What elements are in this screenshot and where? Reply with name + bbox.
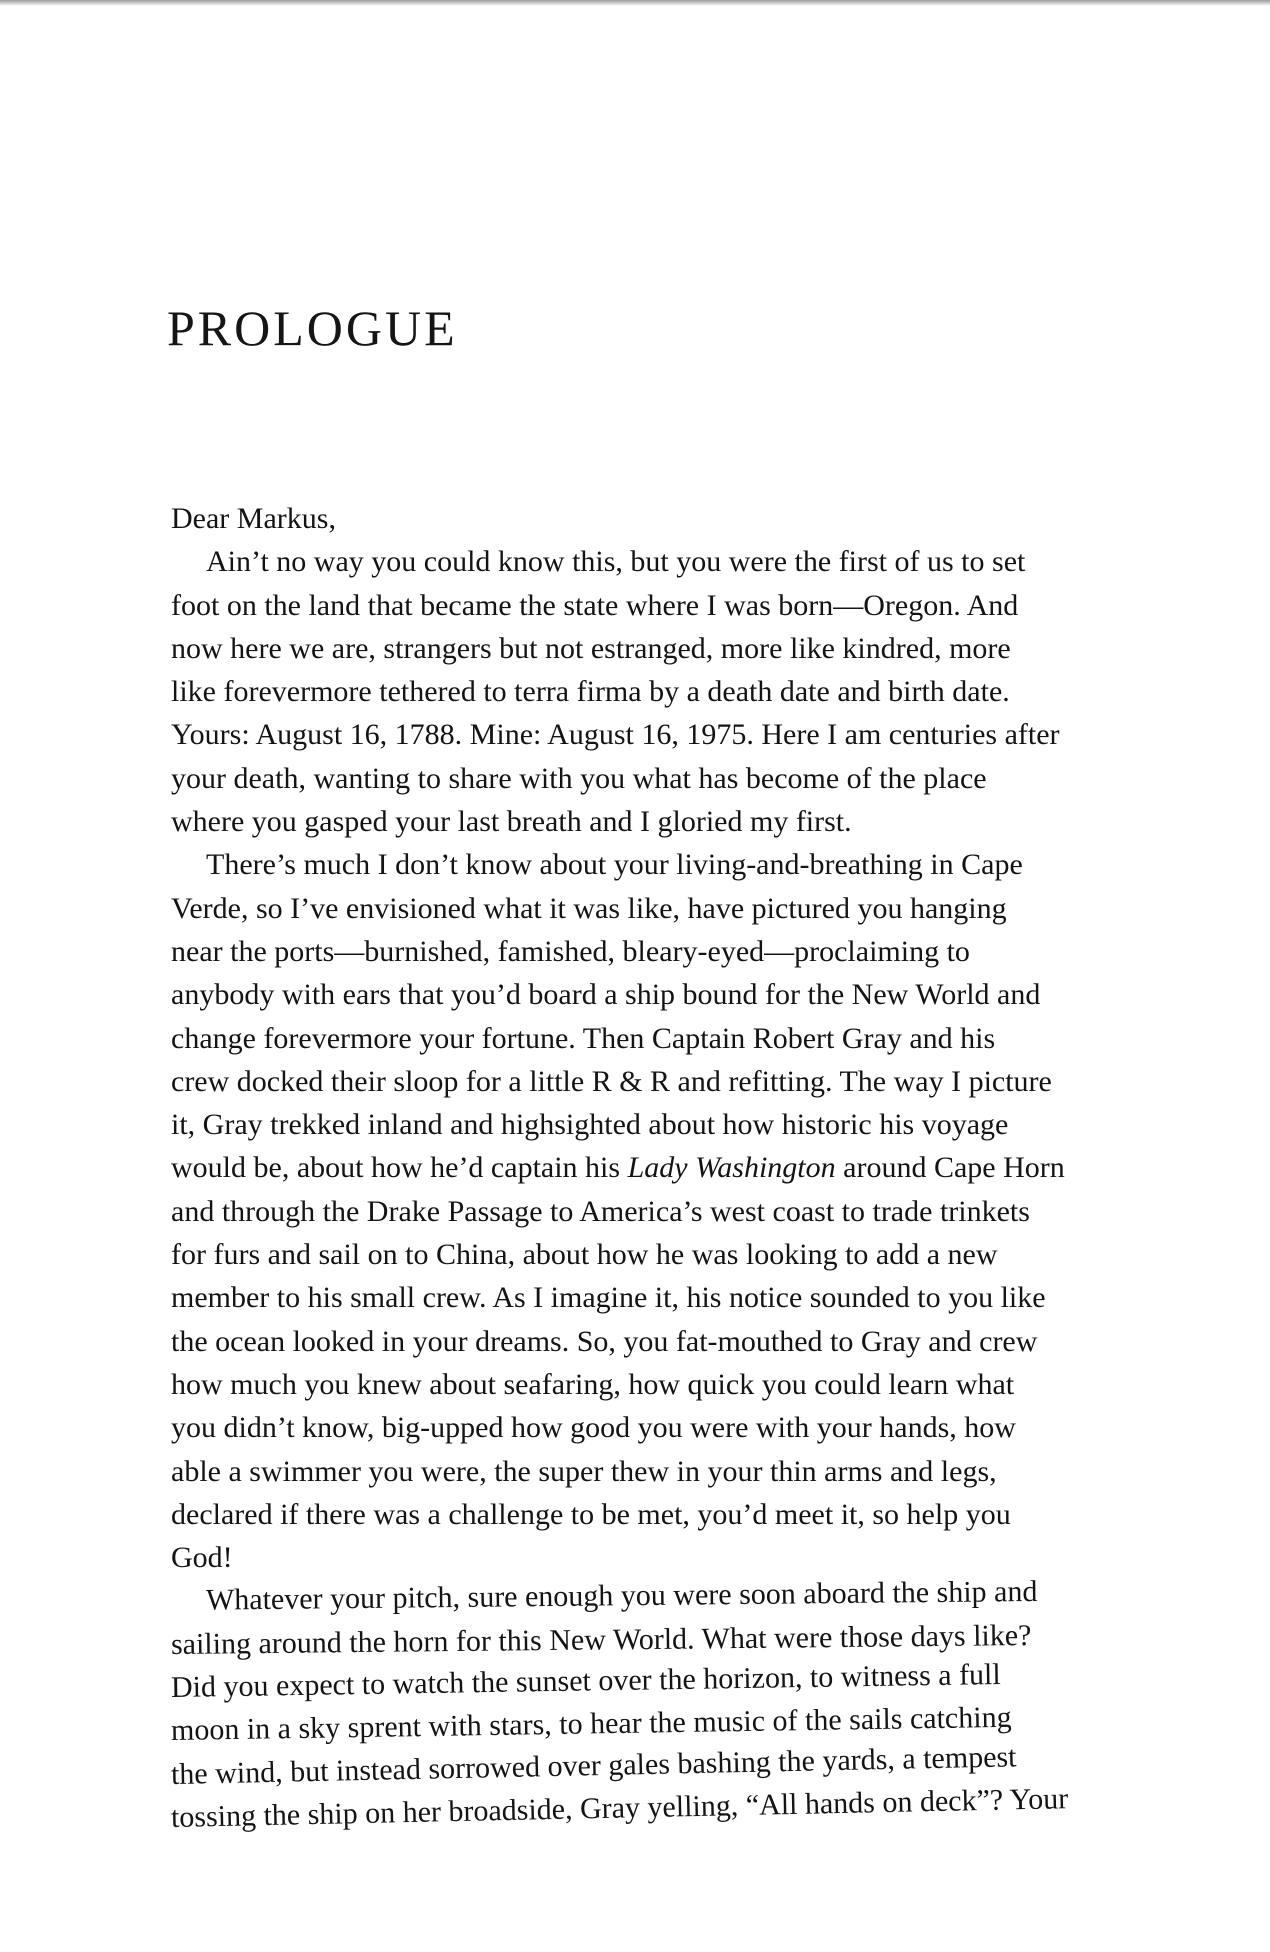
text-line: your death, wanting to share with you what has become of the place — [171, 761, 987, 795]
text-line: for furs and sail on to China, about how he was looking to add a new — [171, 1238, 998, 1272]
chapter-title: PROLOGUE — [167, 300, 458, 356]
text-line: near the ports—burnished, famished, bleary-eyed—proclaiming to — [171, 934, 970, 968]
text-line: how much you knew about seafaring, how quick you could learn what — [171, 1367, 1015, 1401]
text-line: anybody with ears that you’d board a ship bound for the New World and — [171, 978, 1041, 1012]
text-line: sailing around the horn for this New World. What were those days like? — [170, 1618, 1032, 1661]
text-line: God! — [171, 1541, 233, 1575]
text-line: moon in a sky sprent with stars, to hear the music of the sails catching — [170, 1701, 1012, 1748]
paragraph-3 — [170, 1575, 1181, 1839]
text-run: would be, about how he’d captain his — [171, 1151, 628, 1185]
text-line: There’s much I don’t know about your living-and-breathing in Cape — [206, 848, 1023, 882]
paragraph-2 — [171, 843, 1181, 1579]
text-line: the ocean looked in your dreams. So, you fat-mouthed to Gray and crew — [171, 1324, 1038, 1358]
ship-name-italic: Lady Washington — [627, 1151, 836, 1185]
text-line: change forevermore your fortune. Then Captain Robert Gray and his — [171, 1021, 996, 1055]
text-line: tossing the ship on her broadside, Gray yelling, “All hands on deck”? Your — [170, 1782, 1069, 1834]
salutation: Dear Markus, — [171, 502, 336, 535]
text-line: foot on the land that became the state where I was born—Oregon. And — [171, 588, 1019, 622]
letter-body — [171, 497, 1181, 1839]
text-line: Verde, so I’ve envisioned what it was like, have pictured you hanging — [171, 891, 1007, 925]
text-line: Did you expect to watch the sunset over the horizon, to witness a full — [170, 1657, 1001, 1705]
text-line: crew docked their sloop for a little R & R and refitting. The way I picture — [171, 1064, 1052, 1098]
text-line: Yours: August 16, 1788. Mine: August 16, 1975. Here I am centuries after — [171, 718, 1060, 752]
text-line: where you gasped your last breath and I gloried my first. — [171, 805, 852, 839]
text-line: now here we are, strangers but not estranged, more like kindred, more — [171, 631, 1011, 665]
paragraph-1 — [171, 540, 1181, 843]
page-top-edge — [0, 0, 1270, 6]
text-line: Whatever your pitch, sure enough you were soon aboard the ship and — [205, 1575, 1038, 1618]
text-line: Ain’t no way you could know this, but you were the first of us to set — [206, 545, 1026, 579]
text-line: declared if there was a challenge to be met, you’d meet it, so help you — [171, 1497, 1011, 1531]
text-line: it, Gray trekked inland and highsighted about how historic his voyage — [171, 1108, 1009, 1142]
text-line: you didn’t know, big-upped how good you were with your hands, how — [171, 1411, 1016, 1445]
text-line: like forevermore tethered to terra firma by a death date and birth date. — [171, 675, 1010, 709]
text-line: member to his small crew. As I imagine it, his notice sounded to you like — [171, 1281, 1046, 1315]
text-line: the wind, but instead sorrowed over gales bashing the yards, a tempest — [170, 1739, 1017, 1791]
text-line: and through the Drake Passage to America’s west coast to trade trinkets — [171, 1194, 1030, 1228]
text-line: able a swimmer you were, the super thew in your thin arms and legs, — [171, 1454, 997, 1488]
text-line — [171, 1146, 1181, 1189]
text-run: around Cape Horn — [835, 1151, 1065, 1185]
